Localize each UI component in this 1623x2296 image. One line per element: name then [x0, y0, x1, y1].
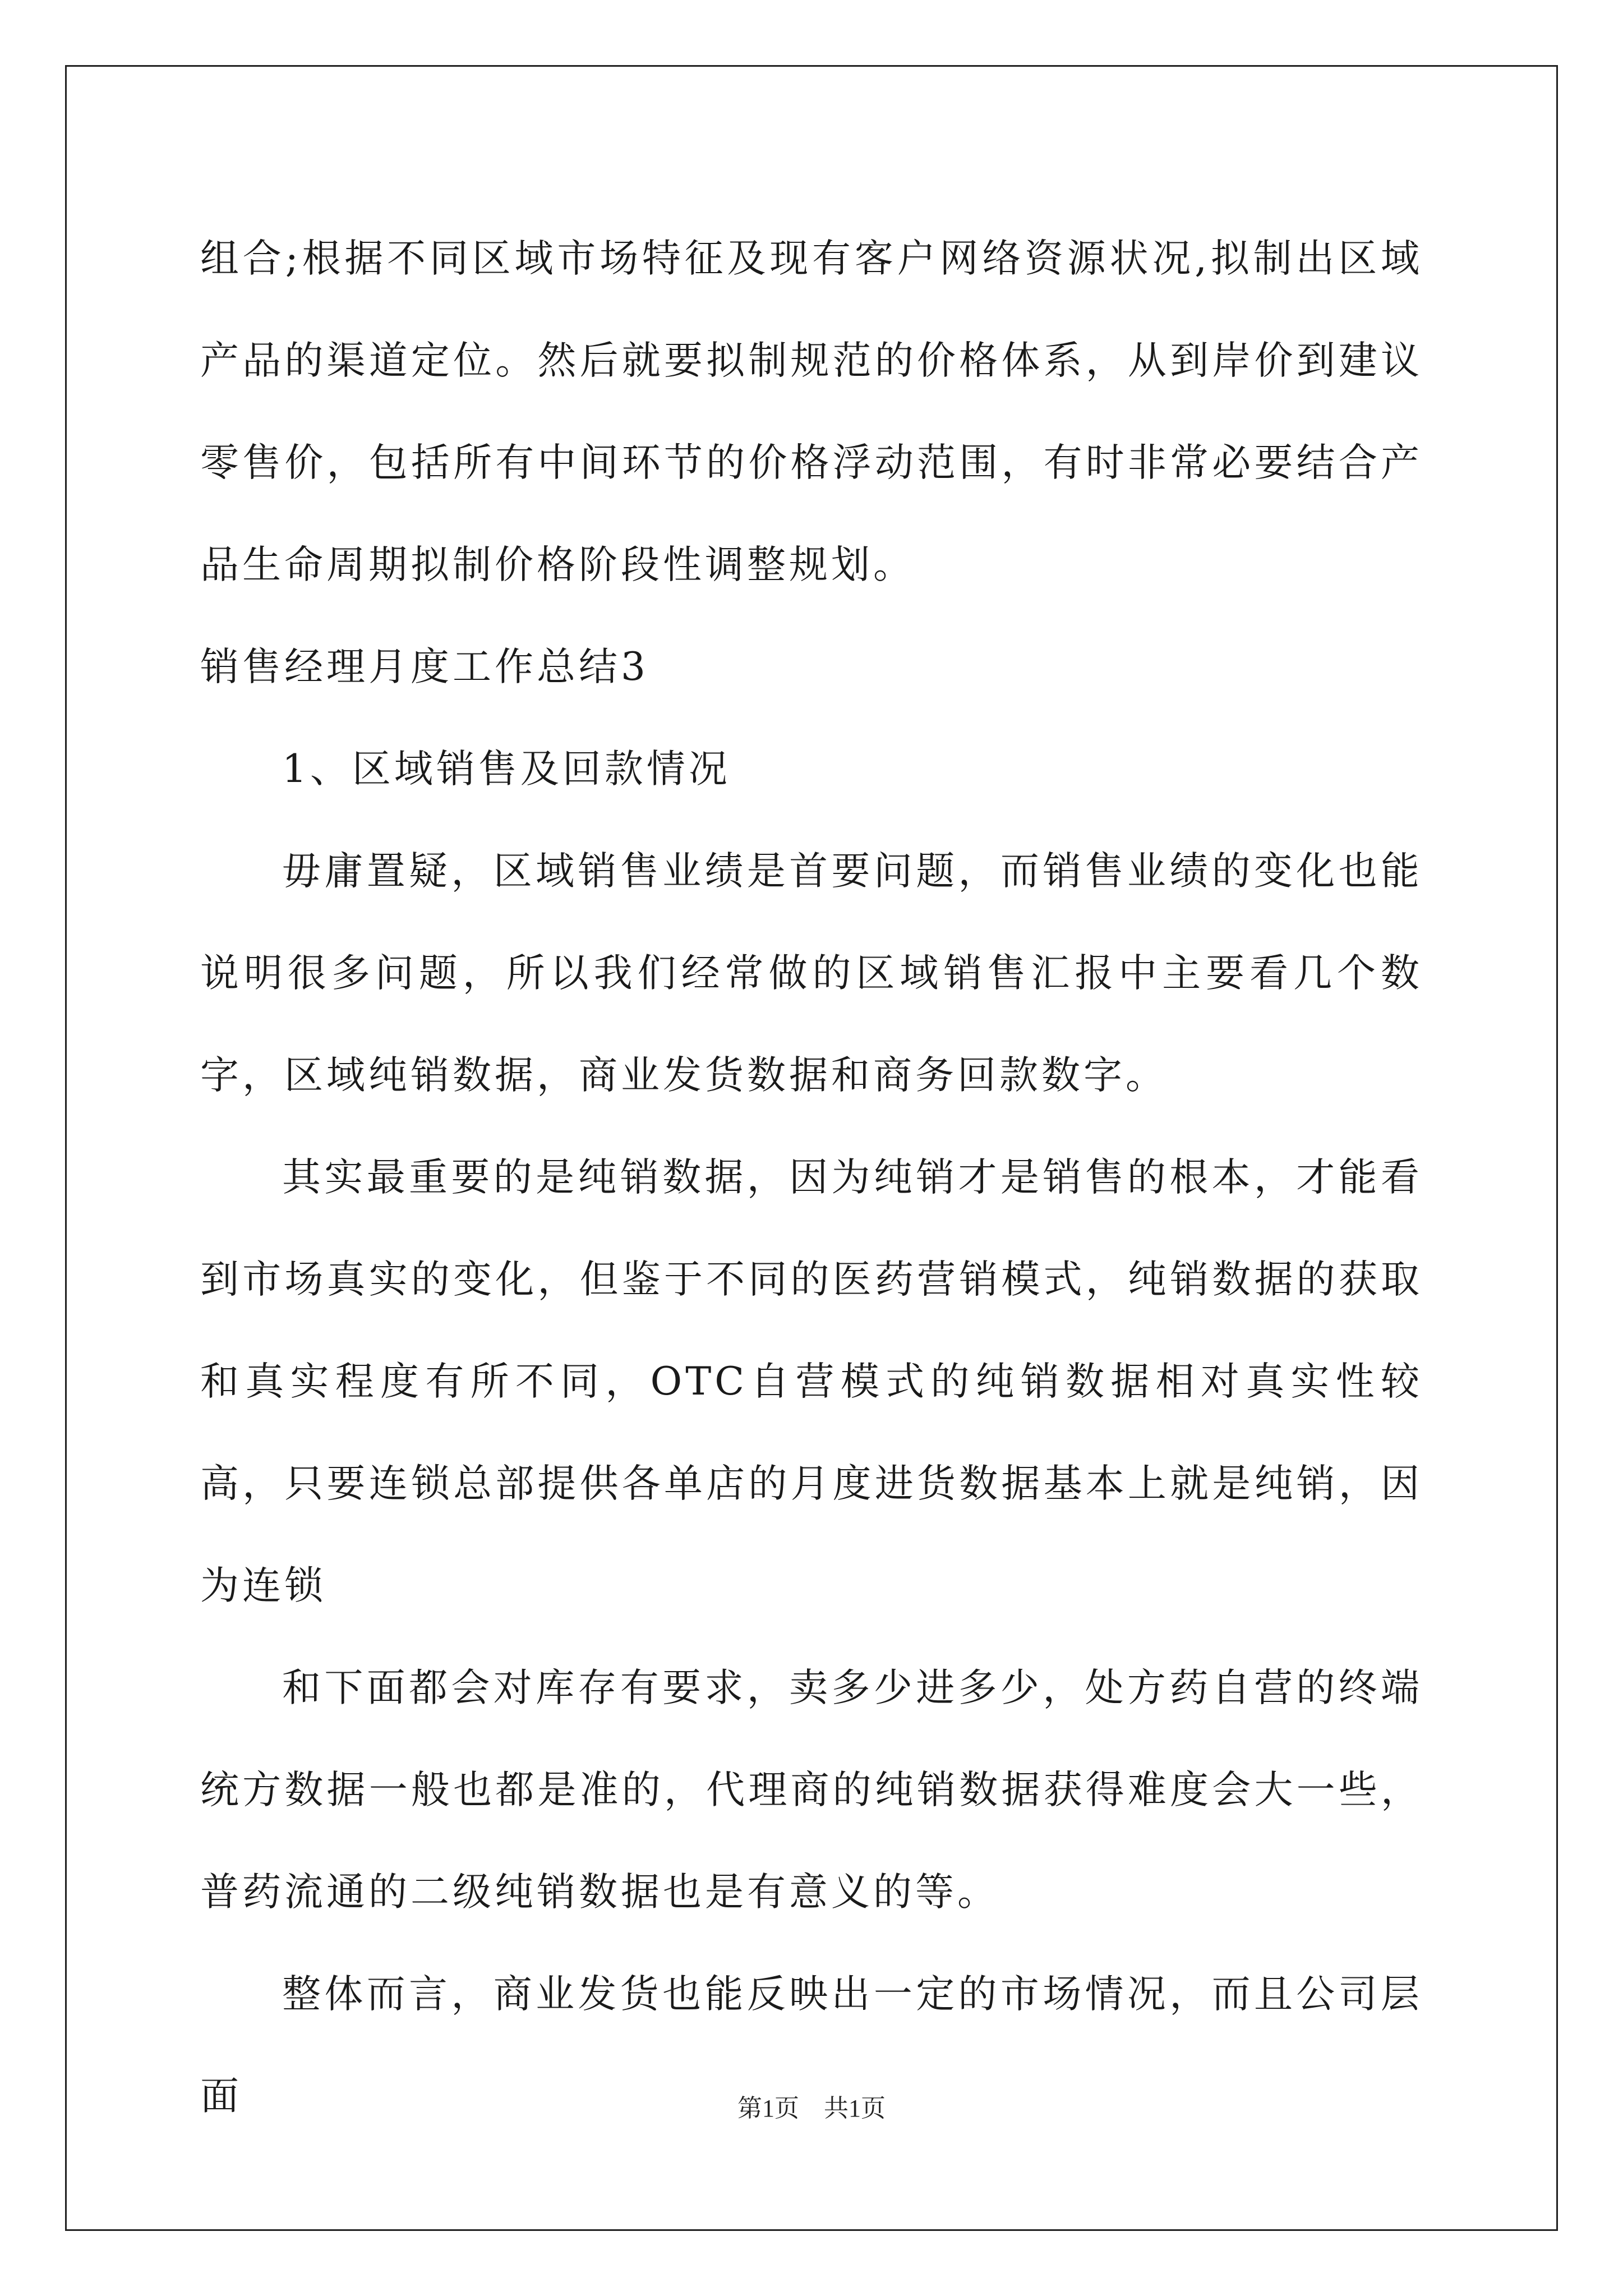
- document-body: [200, 208, 1423, 2147]
- paragraph-4: 和下面都会对库存有要求，卖多少进多少，处方药自营的终端统方数据一般也都是准的，代理商的纯销数据获得难度会大一些，普药流通的二级纯销数据也是有意义的等。: [200, 1665, 1423, 1915]
- paragraph-1: 组合;根据不同区域市场特征及现有客户网络资源状况,拟制出区域产品的渠道定位。然后就要拟制规范的价格体系，从到岸价到建议零售价，包括所有中间环节的价格浮动范围，有时非常必要结合产品生命周期拟制价格阶段性调整规划。: [200, 236, 1423, 587]
- paragraph-2: 毋庸置疑，区域销售业绩是首要问题，而销售业绩的变化也能说明很多问题，所以我们经常做的区域销售汇报中主要看几个数字，区域纯销数据，商业发货数据和商务回款数字。: [200, 849, 1423, 1098]
- subsection-heading: 1、区域销售及回款情况: [282, 747, 731, 792]
- paragraph-3: 其实最重要的是纯销数据，因为纯销才是销售的根本，才能看到市场真实的变化，但鉴于不同的医药营销模式，纯销数据的获取和真实程度有所不同，OTC自营模式的纯销数据相对真实性较高，只要连锁总部提供各单店的月度进货数据基本上就是纯销，因为连锁: [200, 1155, 1423, 1608]
- section-heading: 销售经理月度工作总结3: [200, 645, 649, 689]
- page-number-footer: 第1页 共1页: [737, 2095, 886, 2122]
- paragraph-5: 整体而言，商业发货也能反映出一定的市场情况，而且公司层面: [200, 1972, 1423, 2119]
